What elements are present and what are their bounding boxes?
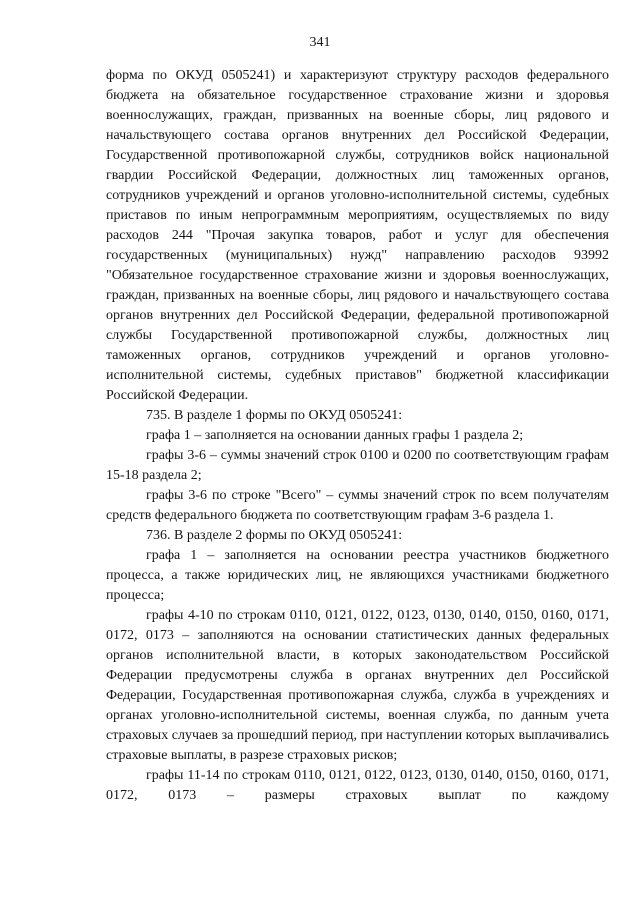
- paragraph-735-columns-3-6-total: графы 3-6 по строке "Всего" – суммы значений строк по всем получателям средств федерального бюджета по соответствующим графам 3-6 раздела 1.: [106, 488, 609, 523]
- document-body: [106, 66, 609, 806]
- paragraph-736-columns-4-10: графы 4-10 по строкам 0110, 0121, 0122, 0123, 0130, 0140, 0150, 0160, 0171, 0172, 0173 – заполняются на основании статистических данных федеральных органов исполнительной власти, в которых законодательством Российской Федерации предусмотрены служба в органах внутренних дел Российской Федерации, Государственная противопожарная служба, служба в учреждениях и органах уголовно-исполнительной системы, военная служба, по данным учета страховых случаев за прошедший период, при наступлении которых выплачивались страховые выплаты, в разрезе страховых рисков;: [106, 608, 609, 763]
- paragraph-735-columns-3-6: графы 3-6 – суммы значений строк 0100 и 0200 по соответствующим графам 15-18 раздела 2;: [106, 448, 609, 483]
- paragraph-736-column-1: графа 1 – заполняется на основании реестра участников бюджетного процесса, а также юридических лиц, не являющихся участниками бюджетного процесса;: [106, 548, 609, 603]
- paragraph-736-columns-11-14: графы 11-14 по строкам 0110, 0121, 0122, 0123, 0130, 0140, 0150, 0160, 0171, 0172, 0173 – размеры страховых выплат по каждому: [106, 768, 609, 803]
- paragraph-735-column-1: графа 1 – заполняется на основании данных графы 1 раздела 2;: [146, 428, 524, 443]
- page-number: 341: [309, 35, 331, 50]
- paragraph-735-heading: 735. В разделе 1 формы по ОКУД 0505241:: [146, 408, 403, 423]
- paragraph-intro: форма по ОКУД 0505241) и характеризуют структуру расходов федерального бюджета на обязательное государственное страхование жизни и здоровья военнослужащих, граждан, призванных на военные сборы, лиц рядового и начальствующего состава органов внутренних дел Российской Федерации, Государственной противопожарной службы, сотрудников войск национальной гвардии Российской Федерации, должностных лиц таможенных органов, сотрудников учреждений и органов уголовно-исполнительной системы, судебных приставов по иным непрограммным мероприятиям, осуществляемых по виду расходов 244 "Прочая закупка товаров, работ и услуг для обеспечения государственных (муниципальных) нужд" направлению расходов 93992 "Обязательное государственное страхование жизни и здоровья военнослужащих, граждан, призванных на военные сборы, лиц рядового и начальствующего состава органов внутренних дел Российской Федерации, федеральной противопожарной службы Государственной противопожарной службы, должностных лиц таможенных органов, сотрудников учреждений и органов уголовно-исполнительной системы, судебных приставов" бюджетной классификации Российской Федерации.: [106, 68, 609, 403]
- paragraph-736-heading: 736. В разделе 2 формы по ОКУД 0505241:: [146, 528, 403, 543]
